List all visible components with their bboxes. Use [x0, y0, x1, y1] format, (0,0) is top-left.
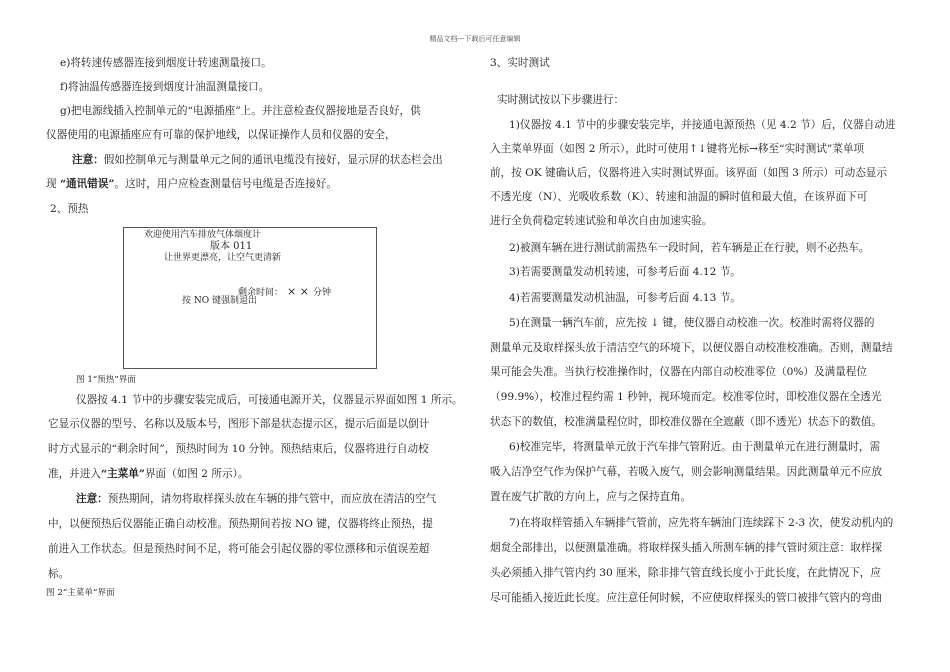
step-g-line2: 仪器使用的电源插座应有可靠的保护地线，以保证操作人员和仪器的安全， [46, 129, 396, 141]
step-f: f)将油温传感器连接到烟度计油温测量接口。 [60, 81, 270, 93]
step-e: e)将转速传感器连接到烟度计转速测量接口。 [60, 57, 272, 69]
step-1-line1: 1)仪器按 4.1 节中的步骤安装完毕，并接通电源预热（见 4.2 节）后，仪器自动进 [509, 119, 896, 131]
note-text: 假如控制单元与测量单元之间的通讯电缆没有接好，显示屏的状态栏会出 [103, 154, 443, 166]
version-text: 版本 011 [210, 241, 253, 252]
para-text: 准，并进入 [48, 468, 101, 480]
no-key-hint: 按 NO 键强制退出 [182, 296, 257, 306]
preheat-para-line3: 时方式显示的“剩余时间”，预热时间为 10 分钟。预热结束后，仪器将进行自动校 [48, 443, 429, 455]
remaining-label: 剩余时间： [238, 288, 284, 298]
note-1-line2 [46, 177, 337, 191]
step-5-line2: 测量单元及取样探头放于清洁空气的环境下，以便仪器自动校准校准确。否则，测量结 [490, 342, 893, 354]
step-4: 4)若需要测量发动机油温，可参考后面 4.13 节。 [509, 292, 741, 304]
step-1-line5: 进行全负荷稳定转速试验和单次自由加速实验。 [490, 215, 713, 227]
preheat-screen-figure [123, 227, 377, 369]
note-label: 注意： [72, 154, 104, 166]
step-1-line2: 入主菜单界面（如图 2 所示），此时可使用↑↓键将光标→移至“实时测试”菜单项 [490, 143, 865, 155]
page-header: 精品文档---下载后可任意编辑 [429, 35, 521, 43]
steps-intro: 实时测试按以下步骤进行： [497, 94, 625, 106]
para-text: 界面（如图 2 所示）。 [144, 468, 249, 480]
slogan-text: 让世界更漂亮，让空气更清新 [164, 253, 282, 263]
preheat-para-line2: 它显示仪器的型号、名称以及版本号，图形下部是状态提示区，提示后面是以倒计 [48, 418, 430, 430]
note-2-line1 [76, 492, 436, 506]
preheat-para-line4 [48, 467, 248, 481]
section-3-heading: 3、实时测试 [490, 57, 550, 69]
step-6-line1: 6)校准完毕，将测量单元放于汽车排气管附近。由于测量单元在进行测量时，需 [509, 441, 881, 453]
remaining-unit: 分钟 [312, 288, 331, 298]
preheat-para-line1: 仪器按 4.1 节中的步骤安装完成后，可接通电源开关，仪器显示界面如图 1 所示。 [76, 394, 463, 406]
step-7-line4: 尽可能插入接近此长度。应注意任何时候，不应使取样探头的管口被排气管内的弯曲 [490, 592, 882, 604]
note-2-line3: 前进入工作状态。但是预热时间不足，将可能会引起仪器的零位漂移和示值误差超 [48, 543, 430, 555]
comm-error-term: “通讯错误” [59, 178, 115, 190]
note-text: 现 [46, 178, 60, 190]
step-1-line4: 不透光度（N）、光吸收系数（K）、转速和油温的瞬时值和最大值，在该界面下可 [490, 191, 868, 203]
note-2-line2: 中，以便预热后仪器能正确自动校准。预热期间若按 NO 键，仪器将终止预热，提 [48, 518, 433, 530]
note-2-line4: 标。 [48, 568, 70, 580]
step-5-line4: （99.9%），校准过程约需 1 秒钟，视环境而定。校准零位时，即校准仪器在全透光 [490, 391, 882, 403]
step-7-line2: 烟炱全部排出，以便测量准确。将取样探头插入所测车辆的排气管时须注意：取样探 [490, 542, 882, 554]
step-5-line5: 状态下的数值，校准满量程位时，即校准仪器在全遮蔽（即不透光）状态下的数值。 [490, 416, 882, 428]
section-2-heading: 2、预热 [50, 203, 89, 215]
main-menu-term: “主菜单” [100, 468, 145, 480]
note-label: 注意： [76, 493, 108, 505]
remaining-value: × × [287, 285, 309, 298]
step-5-line3: 果可能会失准。当执行校准操作时，仪器在内部自动校准零位（0%）及满量程位 [490, 366, 867, 378]
note-1-line1 [72, 153, 443, 167]
step-3: 3)若需要测量发动机转速，可参考后面 4.12 节。 [509, 266, 741, 278]
note-text: 。这时，用户应检查测量信号电缆是否连接好。 [114, 178, 337, 190]
step-7-line3: 头必须插入排气管内约 30 厘米，除非排气管直线长度小于此长度，在此情况下，应 [490, 567, 881, 579]
step-5-line1: 5)在测量一辆汽车前，应先按 ↓ 键，使仪器自动校准一次。校准时需将仪器的 [509, 317, 875, 329]
figure-2-caption: 图 2“主菜单”界面 [46, 588, 115, 598]
figure-1-caption: 图 1“预热”界面 [76, 375, 136, 385]
step-7-line1: 7)在将取样管插入车辆排气管前，应先将车辆油门连续踩下 2-3 次，使发动机内的 [509, 517, 894, 529]
note-text: 预热期间，请勿将取样探头放在车辆的排气管中，而应放在清洁的空气 [107, 493, 437, 505]
step-6-line2: 吸入洁净空气作为保护气幕，若吸入废气，则会影响测量结果。因此测量单元不应放 [490, 466, 882, 478]
step-g-line1: g)把电源线插入控制单元的“电源插座”上。并注意检查仪器接地是否良好，供 [60, 105, 421, 117]
step-6-line3: 置在废气扩散的方向上，应与之保持直角。 [490, 491, 692, 503]
welcome-text: 欢迎使用汽车排放气体烟度计 [144, 230, 262, 240]
step-2: 2)被测车辆在进行测试前需热车一段时间，若车辆是正在行驶，则不必热车。 [509, 242, 870, 254]
step-1-line3: 前，按 OK 键确认后，仪器将进入实时测试界面。该界面（如图 3 所示）可动态显示 [490, 167, 887, 179]
